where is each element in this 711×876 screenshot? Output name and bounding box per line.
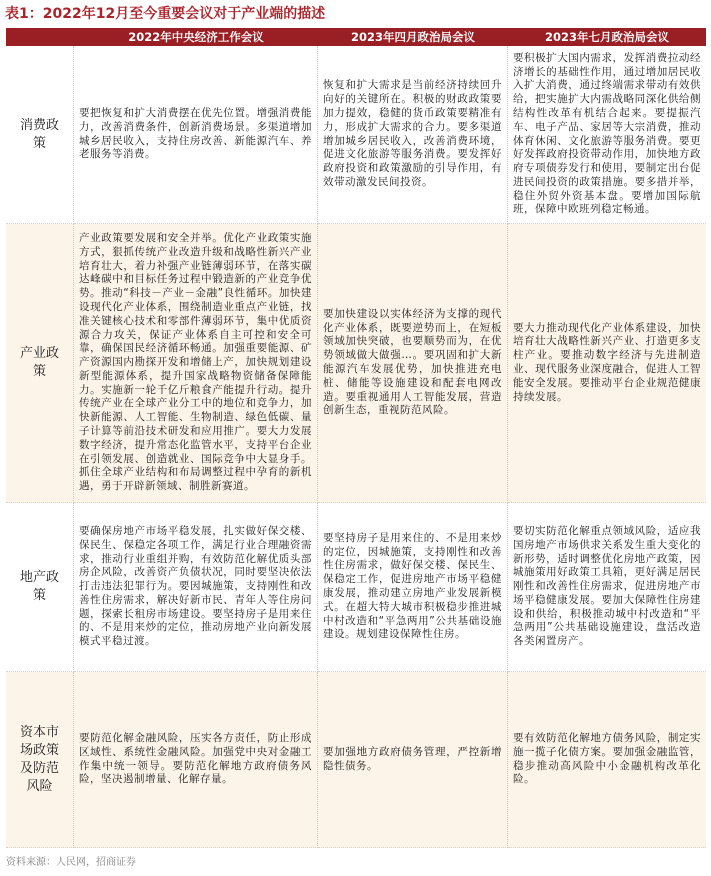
consumption-2023-april-cell <box>318 46 508 224</box>
cell-text: 要坚持房子是用来住的、不是用来炒的定位，因城施策，支持刚性和改善性住房需求，做好保交楼、保民生、保稳定工作，促进房地产市场平稳健康发展，推动建立房地产业发展新模式。在超大特大城市积极稳步推进城中村改造和“平急两用”公共基础设施建设。规划建设保障性住房。 <box>323 531 502 641</box>
header-2023-april-politburo: 2023年四月政治局会议 <box>318 28 508 46</box>
real-estate-2022-cewc-cell <box>74 503 318 672</box>
real-estate-policy-label-cell <box>6 503 74 672</box>
cell-text: 要确保房地产市场平稳发展，扎实做好保交楼、保民生、保稳定各项工作，满足行业合理融资需求，推动行业重组并购，有效防范化解优质头部房企风险，改善资产负债状况，同时要坚决依法打击违法犯罪行为。要因城施策，支持刚性和改善性住房需求，解决好新市民、青年人等住房问题，探索长租房市场建设。要坚持房子是用来住的、不是用来炒的定位，推动房地产业向新发展模式平稳过渡。 <box>79 524 312 648</box>
policy-comparison-table <box>6 28 706 848</box>
table-title: 表1：2022年12月至今重要会议对于产业端的描述 <box>5 6 326 22</box>
cell-text: 要加快建设以实体经济为支撑的现代化产业体系，既要逆势而上，在短板领域加快突破，也要顺势而为，在优势领域做大做强…。要巩固和扩大新能源汽车发展优势，加快推进充电桩、储能等设施建设和配套电网改造。要重视通用人工智能发展，营造创新生态，重视防范风险。 <box>323 307 502 417</box>
capital-market-2022-cewc-cell <box>74 672 318 848</box>
row-label: 地产政策 <box>19 570 59 603</box>
real-estate-2023-april-cell <box>318 503 508 672</box>
cell-text: 要把恢复和扩大消费摆在优先位置。增强消费能力，改善消费条件，创新消费场景。多渠道增加城乡居民收入，支持住房改善、新能源汽车、养老服务等消费。 <box>79 106 312 161</box>
header-2022-cewc: 2022年中央经济工作会议 <box>74 28 318 46</box>
industry-2022-cewc-cell <box>74 224 318 503</box>
row-label: 产业政策 <box>19 346 59 379</box>
capital-market-risk-label-cell <box>6 672 74 848</box>
capital-market-2023-july-cell <box>508 672 706 848</box>
cell-text: 要积极扩大国内需求，发挥消费拉动经济增长的基础性作用，通过增加居民收入扩大消费，通过终端需求带动有效供给，把实施扩大内需战略同深化供给侧结构性改革有机结合起来。要提振汽车、电子产品、家居等大宗消费，推动体育休闲、文化旅游等服务消费。要更好发挥政府投资带动作用，加快地方政府专项债券发行和使用，要制定出台促进民间投资的政策措施。要多措并举，稳住外贸外资基本盘。要增加国际航班，保障中欧班列稳定畅通。 <box>513 51 701 216</box>
header-corner-cell <box>6 28 74 46</box>
industry-2023-july-cell <box>508 224 706 503</box>
header-2023-july-politburo: 2023年七月政治局会议 <box>508 28 706 46</box>
cell-text: 要切实防范化解重点领域风险，适应我国房地产市场供求关系发生重大变化的新形势，适时调整优化房地产政策，因城施策用好政策工具箱，更好满足居民刚性和改善性住房需求，促进房地产市场平稳健康发展。要加大保障性住房建设和供给，积极推动城中村改造和“平急两用”公共基础设施建设，盘活改造各类闲置房产。 <box>513 524 701 648</box>
cell-text: 恢复和扩大需求是当前经济持续回升向好的关键所在。积极的财政政策要加力提效，稳健的货币政策要精准有力，形成扩大需求的合力。要多渠道增加城乡居民收入，改善消费环境，促进文化旅游等服务消费。要发挥好政府投资和政策激励的引导作用，有效带动激发民间投资。 <box>323 79 502 188</box>
cell-text: 要加强地方政府债务管理，严控新增隐性债务。 <box>323 745 502 772</box>
consumption-2022-cewc-cell <box>74 46 318 224</box>
cell-text: 要大力推动现代化产业体系建设，加快培育壮大战略性新兴产业、打造更多支柱产业。要推动数字经济与先进制造业、现代服务业深度融合，促进人工智能安全发展。要推动平台企业规范健康持续发展。 <box>513 321 701 403</box>
row-label: 资本市场政策及防范风险 <box>19 724 59 794</box>
cell-text: 要防范化解金融风险，压实各方责任，防止形成区域性、系统性金融风险。加强党中央对金融工作集中统一领导。要防范化解地方政府债务风险，坚决遏制增量、化解存量。 <box>79 731 312 786</box>
industry-2023-april-cell <box>318 224 508 503</box>
capital-market-2023-april-cell <box>318 672 508 848</box>
industry-policy-label-cell <box>6 224 74 503</box>
consumption-2023-july-cell <box>508 46 706 224</box>
cell-text: 要有效防范化解地方债务风险，制定实施一揽子化债方案。要加强金融监管，稳步推动高风险中小金融机构改革化险。 <box>513 731 701 786</box>
cell-text: 产业政策要发展和安全并举。优化产业政策实施方式，狠抓传统产业改造升级和战略性新兴产业培育壮大，着力补强产业链薄弱环节，在落实碳达峰碳中和目标任务过程中锻造新的产业竞争优势。推动“科技－产业－金融”良性循环。加快建设现代化产业体系，围绕制造业重点产业链，找准关键核心技术和零部件薄弱环节，集中优质资源合力攻关，保证产业体系自主可控和安全可靠，确保国民经济循环畅通。加强重要能源、矿产资源国内勘探开发和增储上产，加快规划建设新型能源体系，提升国家战略物资储备保障能力。实施新一轮千亿斤粮食产能提升行动。提升传统产业在全球产业分工中的地位和竞争力，加快新能源、人工智能、生物制造、绿色低碳、量子计算等前沿技术研发和应用推广。要大力发展数字经济，提升常态化监管水平，支持平台企业在引领发展、创造就业、国际竞争中大显身手。抓住全球产业结构和布局调整过程中孕育的新机遇，勇于开辟新领域、制胜新赛道。 <box>79 231 312 493</box>
source-note: 资料来源：人民网，招商证券 <box>6 857 136 868</box>
real-estate-2023-july-cell <box>508 503 706 672</box>
consumption-policy-label-cell <box>6 46 74 224</box>
row-label: 消费政策 <box>19 117 59 151</box>
